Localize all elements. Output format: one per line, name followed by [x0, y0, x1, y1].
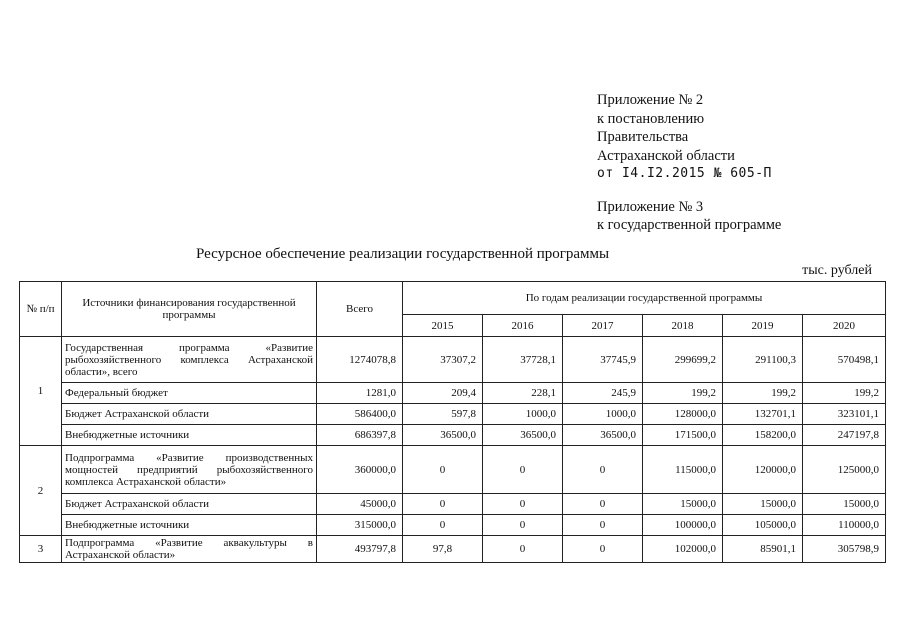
row-value: 115000,0	[643, 446, 723, 494]
row-value: 97,8	[403, 536, 483, 563]
row-value: 158200,0	[723, 425, 803, 446]
row-value: 245,9	[563, 383, 643, 404]
row-number: 1	[20, 337, 62, 446]
row-value: 0	[563, 446, 643, 494]
annex-line: Приложение № 3	[597, 198, 704, 215]
header-year: 2016	[483, 315, 563, 337]
header-by-years: По годам реализации государственной программы	[403, 282, 886, 315]
row-source: Подпрограмма «Развитие производственных мощностей предприятий рыбохозяйственного комплекса Астраханской области»	[62, 446, 317, 494]
table-row	[20, 446, 886, 494]
row-value: 199,2	[723, 383, 803, 404]
row-value: 36500,0	[403, 425, 483, 446]
row-total: 45000,0	[317, 494, 403, 515]
row-number: 2	[20, 446, 62, 536]
row-value: 37307,2	[403, 337, 483, 383]
row-value: 36500,0	[483, 425, 563, 446]
annex-line: к постановлению	[597, 110, 705, 127]
row-value: 85901,1	[723, 536, 803, 563]
annex-line: Астраханской области	[597, 147, 735, 164]
header-year: 2019	[723, 315, 803, 337]
header-year: 2018	[643, 315, 723, 337]
row-value: 228,1	[483, 383, 563, 404]
row-value: 128000,0	[643, 404, 723, 425]
row-value: 199,2	[803, 383, 886, 404]
row-value: 1000,0	[563, 404, 643, 425]
header-total: Всего	[317, 282, 403, 337]
table-row	[20, 337, 886, 383]
row-value: 37745,9	[563, 337, 643, 383]
row-source: Внебюджетные источники	[62, 515, 317, 536]
row-value: 323101,1	[803, 404, 886, 425]
table-row	[20, 536, 886, 563]
header-year: 2017	[563, 315, 643, 337]
row-value: 15000,0	[643, 494, 723, 515]
row-value: 0	[563, 494, 643, 515]
row-value: 199,2	[643, 383, 723, 404]
row-source: Бюджет Астраханской области	[62, 494, 317, 515]
row-source: Внебюджетные источники	[62, 425, 317, 446]
table-row	[20, 383, 886, 404]
budget-table	[19, 281, 886, 563]
row-total: 315000,0	[317, 515, 403, 536]
annex-date-line: от I4.I2.2015 № 605-П	[597, 166, 772, 181]
row-value: 305798,9	[803, 536, 886, 563]
row-value: 209,4	[403, 383, 483, 404]
row-value: 0	[403, 515, 483, 536]
row-value: 102000,0	[643, 536, 723, 563]
units-label: тыс. рублей	[802, 263, 872, 278]
row-value: 597,8	[403, 404, 483, 425]
spacer	[597, 184, 781, 198]
row-value: 15000,0	[803, 494, 886, 515]
row-value: 0	[483, 494, 563, 515]
row-value: 0	[483, 446, 563, 494]
row-source: Государственная программа «Развитие рыбохозяйственного комплекса Астраханской области», всего	[62, 337, 317, 383]
table-row	[20, 515, 886, 536]
row-value: 15000,0	[723, 494, 803, 515]
row-number: 3	[20, 536, 62, 563]
row-total: 586400,0	[317, 404, 403, 425]
header-year: 2020	[803, 315, 886, 337]
header-year: 2015	[403, 315, 483, 337]
row-source: Бюджет Астраханской области	[62, 404, 317, 425]
document-title: Ресурсное обеспечение реализации государственной программы	[196, 246, 610, 262]
table-row	[20, 425, 886, 446]
header-num: № п/п	[20, 282, 62, 337]
annex-line: Правительства	[597, 129, 689, 145]
row-value: 0	[403, 446, 483, 494]
row-total: 1281,0	[317, 383, 403, 404]
row-total: 360000,0	[317, 446, 403, 494]
row-value: 132701,1	[723, 404, 803, 425]
row-value: 110000,0	[803, 515, 886, 536]
annex-line: к государственной программе	[597, 217, 782, 233]
row-value: 0	[403, 494, 483, 515]
row-value: 299699,2	[643, 337, 723, 383]
row-source: Подпрограмма «Развитие аквакультуры в Астраханской области»	[62, 536, 317, 563]
table-row	[20, 494, 886, 515]
annex-line: Приложение № 2	[597, 92, 704, 108]
row-value: 291100,3	[723, 337, 803, 383]
row-total: 686397,8	[317, 425, 403, 446]
row-value: 36500,0	[563, 425, 643, 446]
row-value: 100000,0	[643, 515, 723, 536]
row-value: 0	[563, 515, 643, 536]
row-source: Федеральный бюджет	[62, 383, 317, 404]
table-row	[20, 404, 886, 425]
row-value: 0	[483, 536, 563, 563]
row-total: 493797,8	[317, 536, 403, 563]
row-value: 1000,0	[483, 404, 563, 425]
annex-header	[597, 91, 781, 235]
row-value: 125000,0	[803, 446, 886, 494]
row-value: 0	[483, 515, 563, 536]
row-value: 570498,1	[803, 337, 886, 383]
row-value: 171500,0	[643, 425, 723, 446]
row-value: 0	[563, 536, 643, 563]
row-value: 37728,1	[483, 337, 563, 383]
row-total: 1274078,8	[317, 337, 403, 383]
row-value: 120000,0	[723, 446, 803, 494]
row-value: 105000,0	[723, 515, 803, 536]
header-source: Источники финансирования государственной программы	[62, 282, 317, 337]
row-value: 247197,8	[803, 425, 886, 446]
